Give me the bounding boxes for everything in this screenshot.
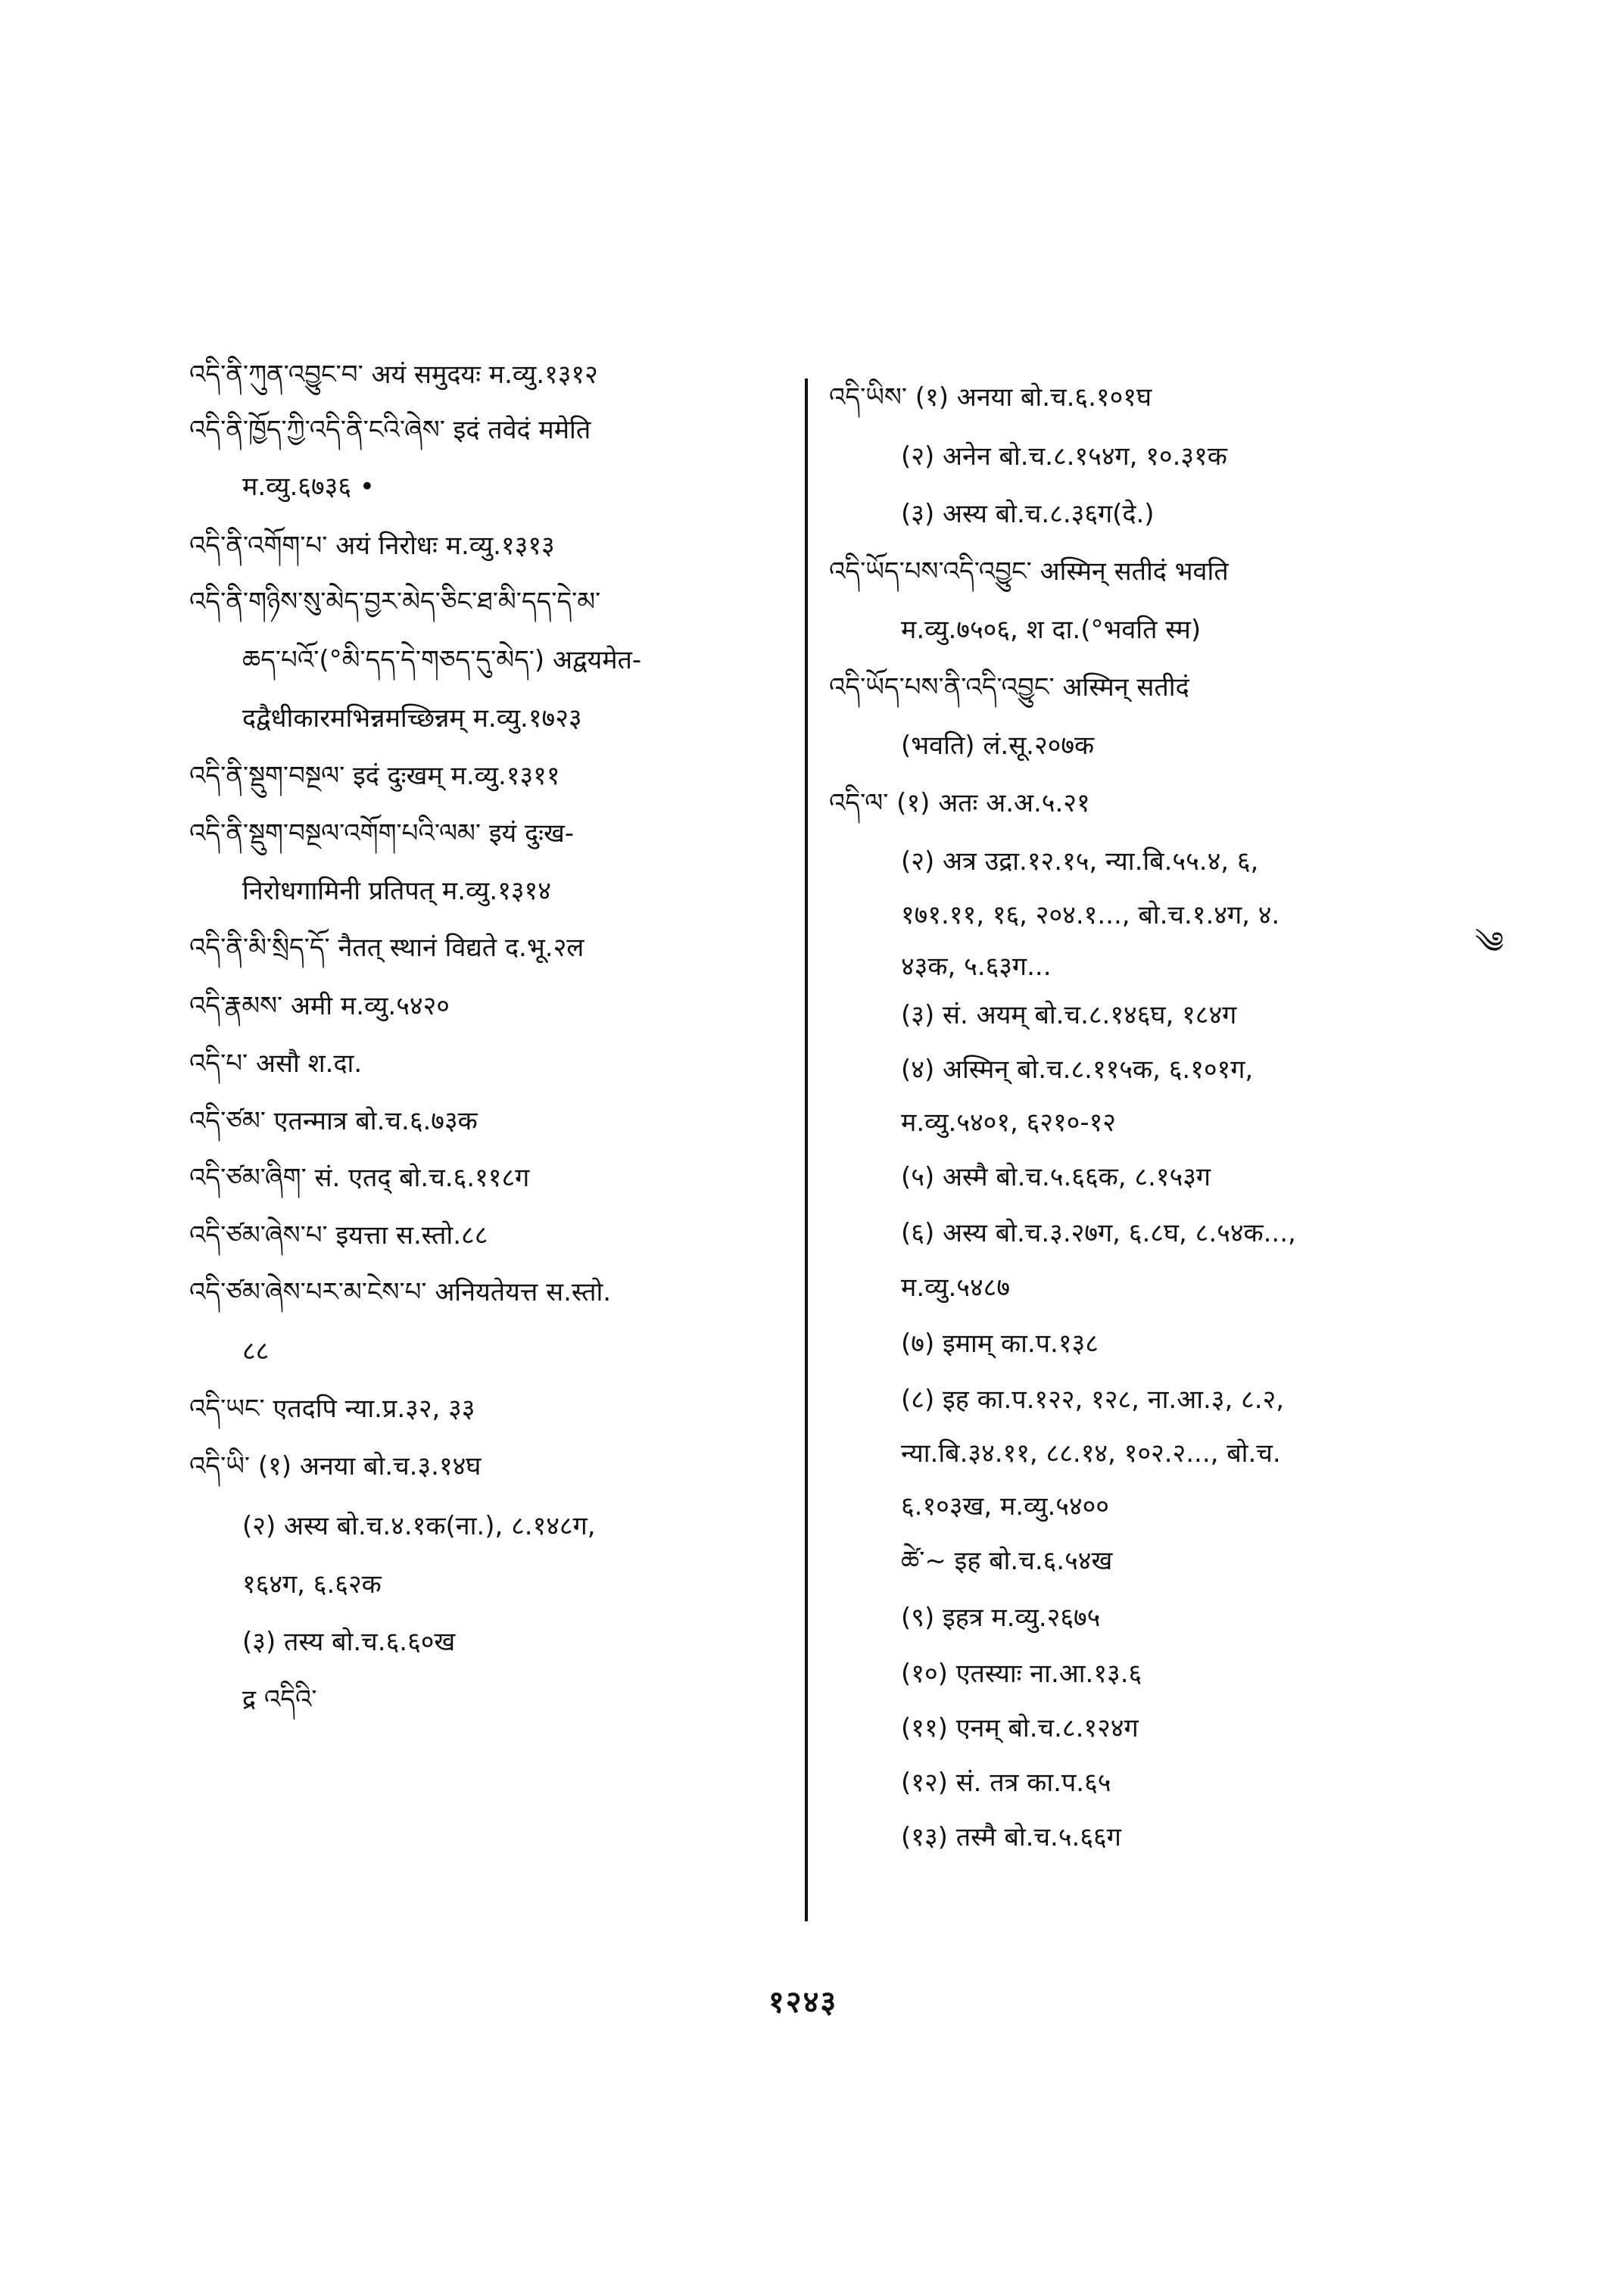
entry-line: दद्वैधीकारमभिन्नमच्छिन्नम् म.व्यु.१७२३ [242, 703, 582, 734]
entry-line: (८) इह का.प.१२२, १२८, ना.आ.३, ८.२, [901, 1385, 1285, 1415]
entry-line: ६.१०३ख, म.व्यु.५४०० [901, 1491, 1109, 1522]
entry-line: འདི་ཙམ་ एतन्मात्र बो.च.६.७३क [189, 1106, 478, 1136]
entry-line: (४) अस्मिन् बो.च.८.११५क, ६.१०१ग, [901, 1055, 1254, 1085]
entry-line: འདི་ནི་སྡུག་བསྔལ་ इदं दुःखम् म.व्यु.१३११ [189, 761, 560, 791]
entry-line: ८८ [242, 1336, 270, 1366]
entry-line: འདི་ནི་ཁྱོད་ཀྱི་འདི་ནི་ངའི་ཞེས་ इदं तवेदं ममेति [189, 415, 591, 445]
margin-mark-glyph: ༄ [1475, 926, 1504, 961]
entry-line: འདི་ཙམ་ཞིག་ सं. एतद् बो.च.६.११८ग [189, 1163, 530, 1193]
entry-line: (७) इमाम् का.प.१३८ [901, 1329, 1099, 1359]
entry-line: འདི་ནི་ཀུན་འབྱུང་བ་ अयं समुदयः म.व्यु.१३१२ [189, 360, 598, 390]
entry-line: (२) अनेन बो.च.८.१५४ग, १०.३१क [901, 441, 1227, 472]
entry-line: न्या.बि.३४.११, ८८.१४, १०२.२..., बो.च. [901, 1438, 1281, 1469]
page-number: १२४३ [768, 1985, 838, 2020]
entry-line: འདི་ཡོད་པས་འདི་འབྱུང་ अस्मिन् सतीदं भवति [829, 556, 1229, 587]
entry-line: འདི་ནི་སྡུག་བསྔལ་འགོག་པའི་ལམ་ इयं दुःख- [189, 818, 575, 849]
entry-line: འདི་ཡིས་ (१) अनया बो.च.६.१०१घ [829, 382, 1152, 413]
entry-line: (५) अस्मै बो.च.५.६६क, ८.१५३ग [901, 1162, 1211, 1192]
entry-line: (२) अत्र उद्रा.१२.१५, न्या.बि.५५.४, ६, [901, 846, 1259, 877]
entry-line: འདི་ཙམ་ཞེས་པར་མ་ངེས་པ་ अनियतेयत्त स.स्तो. [189, 1277, 612, 1307]
entry-line: (११) एनम् बो.च.८.१२४ग [901, 1713, 1139, 1743]
entry-line: འདི་རྣམས་ अमी म.व्यु.५४२० [189, 991, 450, 1021]
entry-line: म.व्यु.५४०१, ६२१०-१२ [901, 1108, 1116, 1138]
entry-line: (६) अस्य बो.च.३.२७ग, ६.८घ, ८.५४क..., [901, 1218, 1296, 1248]
entry-line: འདི་ནི་འགོག་པ་ अयं निरोधः म.व्यु.१३१३ [189, 531, 555, 561]
entry-line: १७१.११, १६, २०४.१..., बो.च.१.४ग, ४. [901, 900, 1280, 930]
entry-line: (भवति) लं.सू.२०७क [901, 731, 1095, 761]
entry-line: འདི་ཡི་ (१) अनया बो.च.३.१४घ [189, 1451, 482, 1481]
entry-line: म.व्यु.७५०६, श दा.(°भवति स्म) [901, 615, 1202, 645]
entry-line: (३) सं. अयम् बो.च.८.१४६घ, १८४ग [901, 1000, 1237, 1030]
entry-line: འདི་ཙམ་ཞེས་པ་ इयत्ता स.स्तो.८८ [189, 1220, 488, 1251]
entry-line: འདི་ཡོད་པས་ནི་འདི་འབྱུང་ अस्मिन् सतीदं [829, 672, 1189, 703]
entry-line: ཚེ་~ इह बो.च.६.५४ख [901, 1546, 1113, 1576]
entry-line: (१२) सं. तत्र का.प.६५ [901, 1768, 1111, 1798]
entry-line: १६४ग, ६.६२क [242, 1569, 382, 1600]
entry-line: (२) अस्य बो.च.४.१क(ना.), ८.१४८ग, [242, 1511, 596, 1541]
entry-line: (३) अस्य बो.च.८.३६ग(दे.) [901, 499, 1155, 529]
entry-line: (९) इहत्र म.व्यु.२६७५ [901, 1603, 1101, 1633]
entry-line: འདི་ཡང་ एतदपि न्या.प्र.३२, ३३ [189, 1394, 475, 1424]
entry-line: འདི་ལ་ (१) अतः अ.अ.५.२१ [829, 788, 1090, 818]
column-separator [805, 379, 808, 1921]
entry-line: འདི་ནི་མི་སྲིད་དོ་ नैतत् स्थानं विद्यते द.भू.२ल [189, 933, 584, 963]
entry-line: म.व्यु.६७३६ • [242, 472, 375, 502]
entry-line: (३) तस्य बो.च.६.६०ख [242, 1627, 456, 1657]
entry-line: निरोधगामिनी प्रतिपत् म.व्यु.१३१४ [242, 876, 551, 906]
entry-line: ཆད་པའོ་(°མི་དད་དེ་གཅད་དུ་མེད་) अद्वयमेत- [242, 645, 642, 675]
entry-line: (१३) तस्मै बो.च.५.६६ग [901, 1822, 1121, 1852]
entry-line: འདི་པ་ असौ श.दा. [189, 1048, 363, 1079]
entry-line: འདི་ནི་གཉིས་སུ་མེད་བྱར་མེད་ཅིང་ཐ་མི་དད་དེ་མ་ [189, 587, 601, 617]
entry-line: (१०) एतस्याः ना.आ.१३.६ [901, 1659, 1142, 1689]
entry-line: द्र འདིའི་ [242, 1684, 317, 1715]
entry-line: म.व्यु.५४८७ [901, 1273, 1011, 1303]
entry-line: ४३क, ५.६३ग... [901, 952, 1052, 982]
margin-mark [1475, 924, 1504, 963]
